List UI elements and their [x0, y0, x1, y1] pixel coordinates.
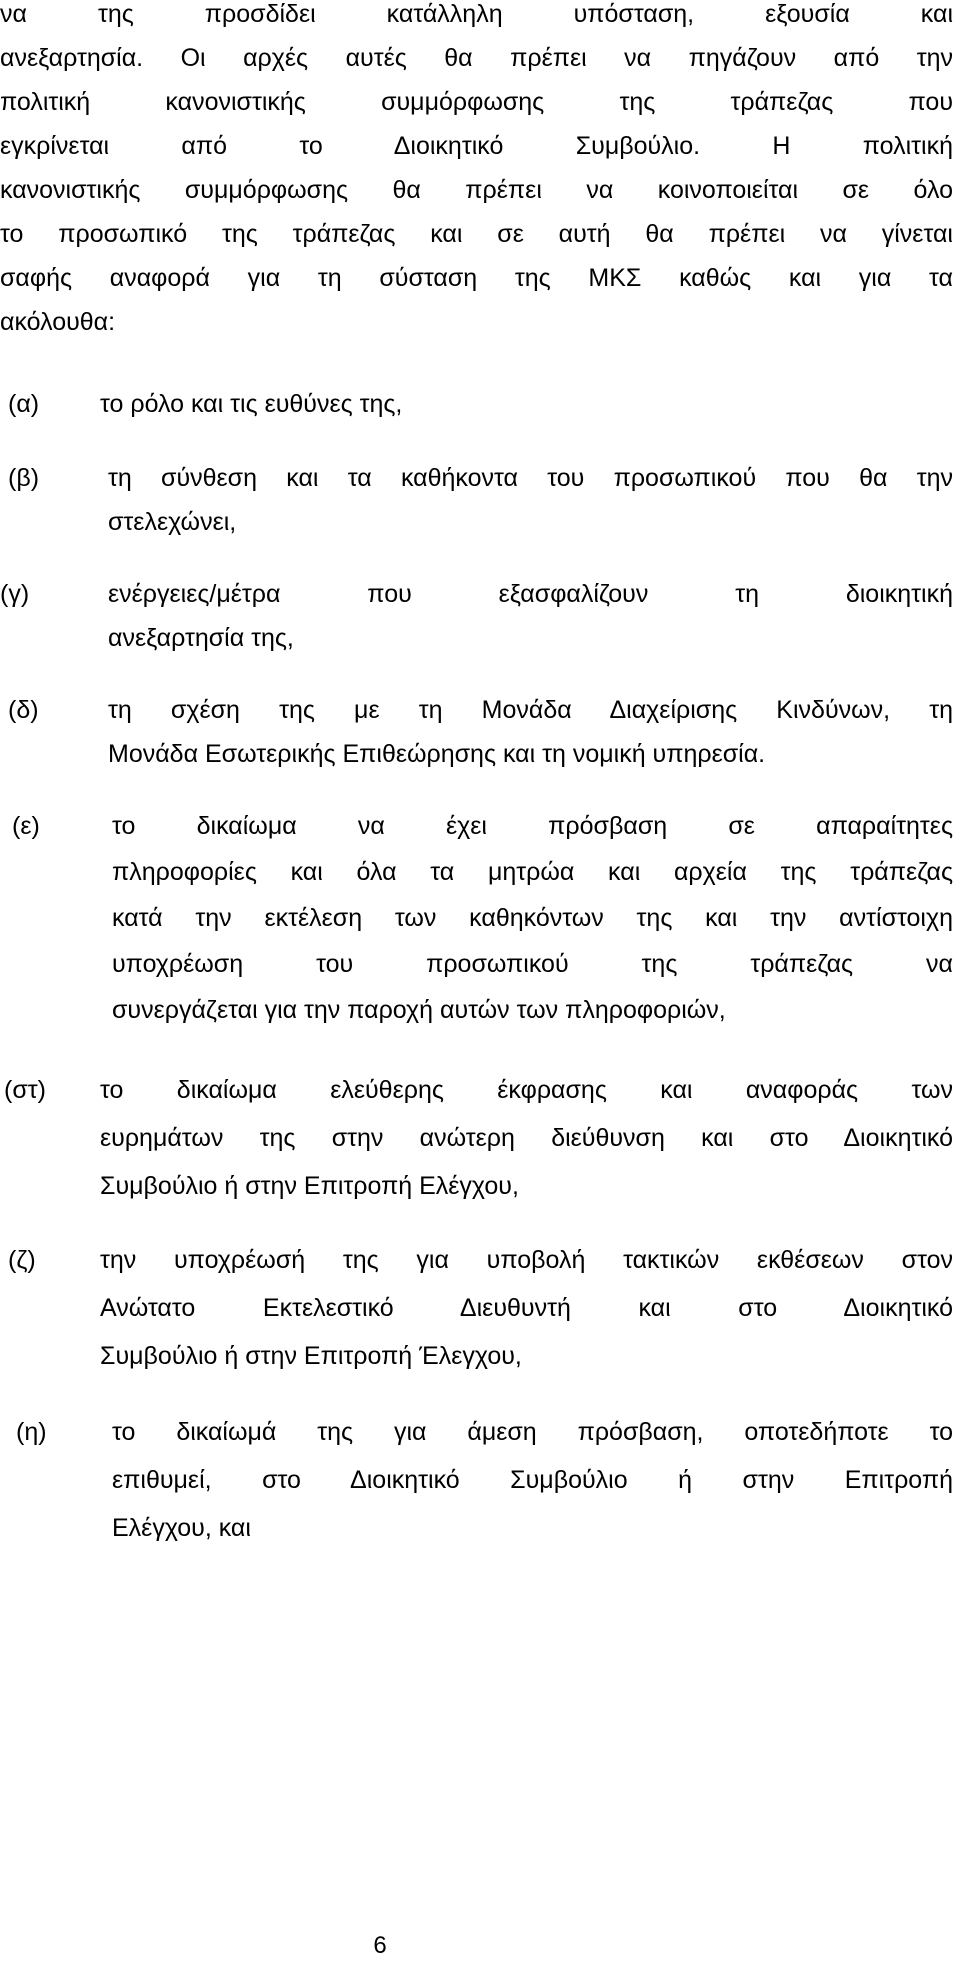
list-item-text: το δικαίωμα ελεύθερης έκφρασης και αναφοράς των [100, 1076, 953, 1104]
list-item-text: ανεξαρτησία της, [108, 624, 294, 652]
list-item-text: το δικαίωμά της για άμεση πρόσβαση, οποτεδήποτε το [112, 1418, 953, 1446]
list-item-text: το ρόλο και τις ευθύνες της, [100, 390, 403, 418]
intro-line: κανονιστικής συμμόρφωσης θα πρέπει να κοινοποιείται σε όλο [0, 176, 953, 204]
intro-line: σαφής αναφορά για τη σύσταση της ΜΚΣ καθώς και για τα [0, 264, 953, 292]
list-item-text: κατά την εκτέλεση των καθηκόντων της και την αντίστοιχη [112, 904, 953, 932]
intro-line: να της προσδίδει κατάλληλη υπόσταση, εξουσία και [0, 0, 953, 28]
list-item-text: τη σύνθεση και τα καθήκοντα του προσωπικού που θα την [108, 464, 953, 492]
list-item-label: (γ) [0, 580, 30, 608]
list-item-text: την υποχρέωσή της για υποβολή τακτικών εκθέσεων στον [100, 1246, 953, 1274]
intro-line: ακόλουθα: [0, 308, 116, 336]
intro-line: ανεξαρτησία. Οι αρχές αυτές θα πρέπει να πηγάζουν από την [0, 44, 953, 72]
list-item-label: (β) [8, 464, 40, 492]
list-item-label: (η) [16, 1418, 47, 1446]
list-item-label: (δ) [8, 696, 39, 724]
intro-line: εγκρίνεται από το Διοικητικό Συμβούλιο. Η πολιτική [0, 132, 953, 160]
list-item-text: Ανώτατο Εκτελεστικό Διευθυντή και στο Διοικητικό [100, 1294, 953, 1322]
list-item-text: Συμβούλιο ή στην Επιτροπή Ελέγχου, [100, 1172, 519, 1200]
list-item-text: πληροφορίες και όλα τα μητρώα και αρχεία της τράπεζας [112, 858, 953, 886]
list-item-text: Ελέγχου, και [112, 1514, 251, 1542]
list-item-label: (στ) [4, 1076, 46, 1104]
list-item-text: τη σχέση της με τη Μονάδα Διαχείρισης Κινδύνων, τη [108, 696, 953, 724]
page-number: 6 [373, 1932, 387, 1959]
list-item-label: (ζ) [8, 1246, 36, 1274]
list-item-text: επιθυμεί, στο Διοικητικό Συμβούλιο ή στην Επιτροπή [112, 1466, 953, 1494]
intro-line: το προσωπικό της τράπεζας και σε αυτή θα πρέπει να γίνεται [0, 220, 953, 248]
intro-line: πολιτική κανονιστικής συμμόρφωσης της τράπεζας που [0, 88, 953, 116]
list-item-label: (ε) [12, 812, 40, 840]
list-item-text: ενέργειες/μέτρα που εξασφαλίζουν τη διοικητική [108, 580, 953, 608]
list-item-text: το δικαίωμα να έχει πρόσβαση σε απαραίτητες [112, 812, 953, 840]
list-item-text: Μονάδα Εσωτερικής Επιθεώρησης και τη νομική υπηρεσία. [108, 740, 766, 768]
list-item-label: (α) [8, 390, 40, 418]
list-item-text: υποχρέωση του προσωπικού της τράπεζας να [112, 950, 953, 978]
list-item-text: στελεχώνει, [108, 508, 237, 536]
list-item-text: συνεργάζεται για την παροχή αυτών των πληροφοριών, [112, 996, 726, 1024]
list-item-text: Συμβούλιο ή στην Επιτροπή Έλεγχου, [100, 1342, 522, 1370]
list-item-text: ευρημάτων της στην ανώτερη διεύθυνση και στο Διοικητικό [100, 1124, 953, 1152]
